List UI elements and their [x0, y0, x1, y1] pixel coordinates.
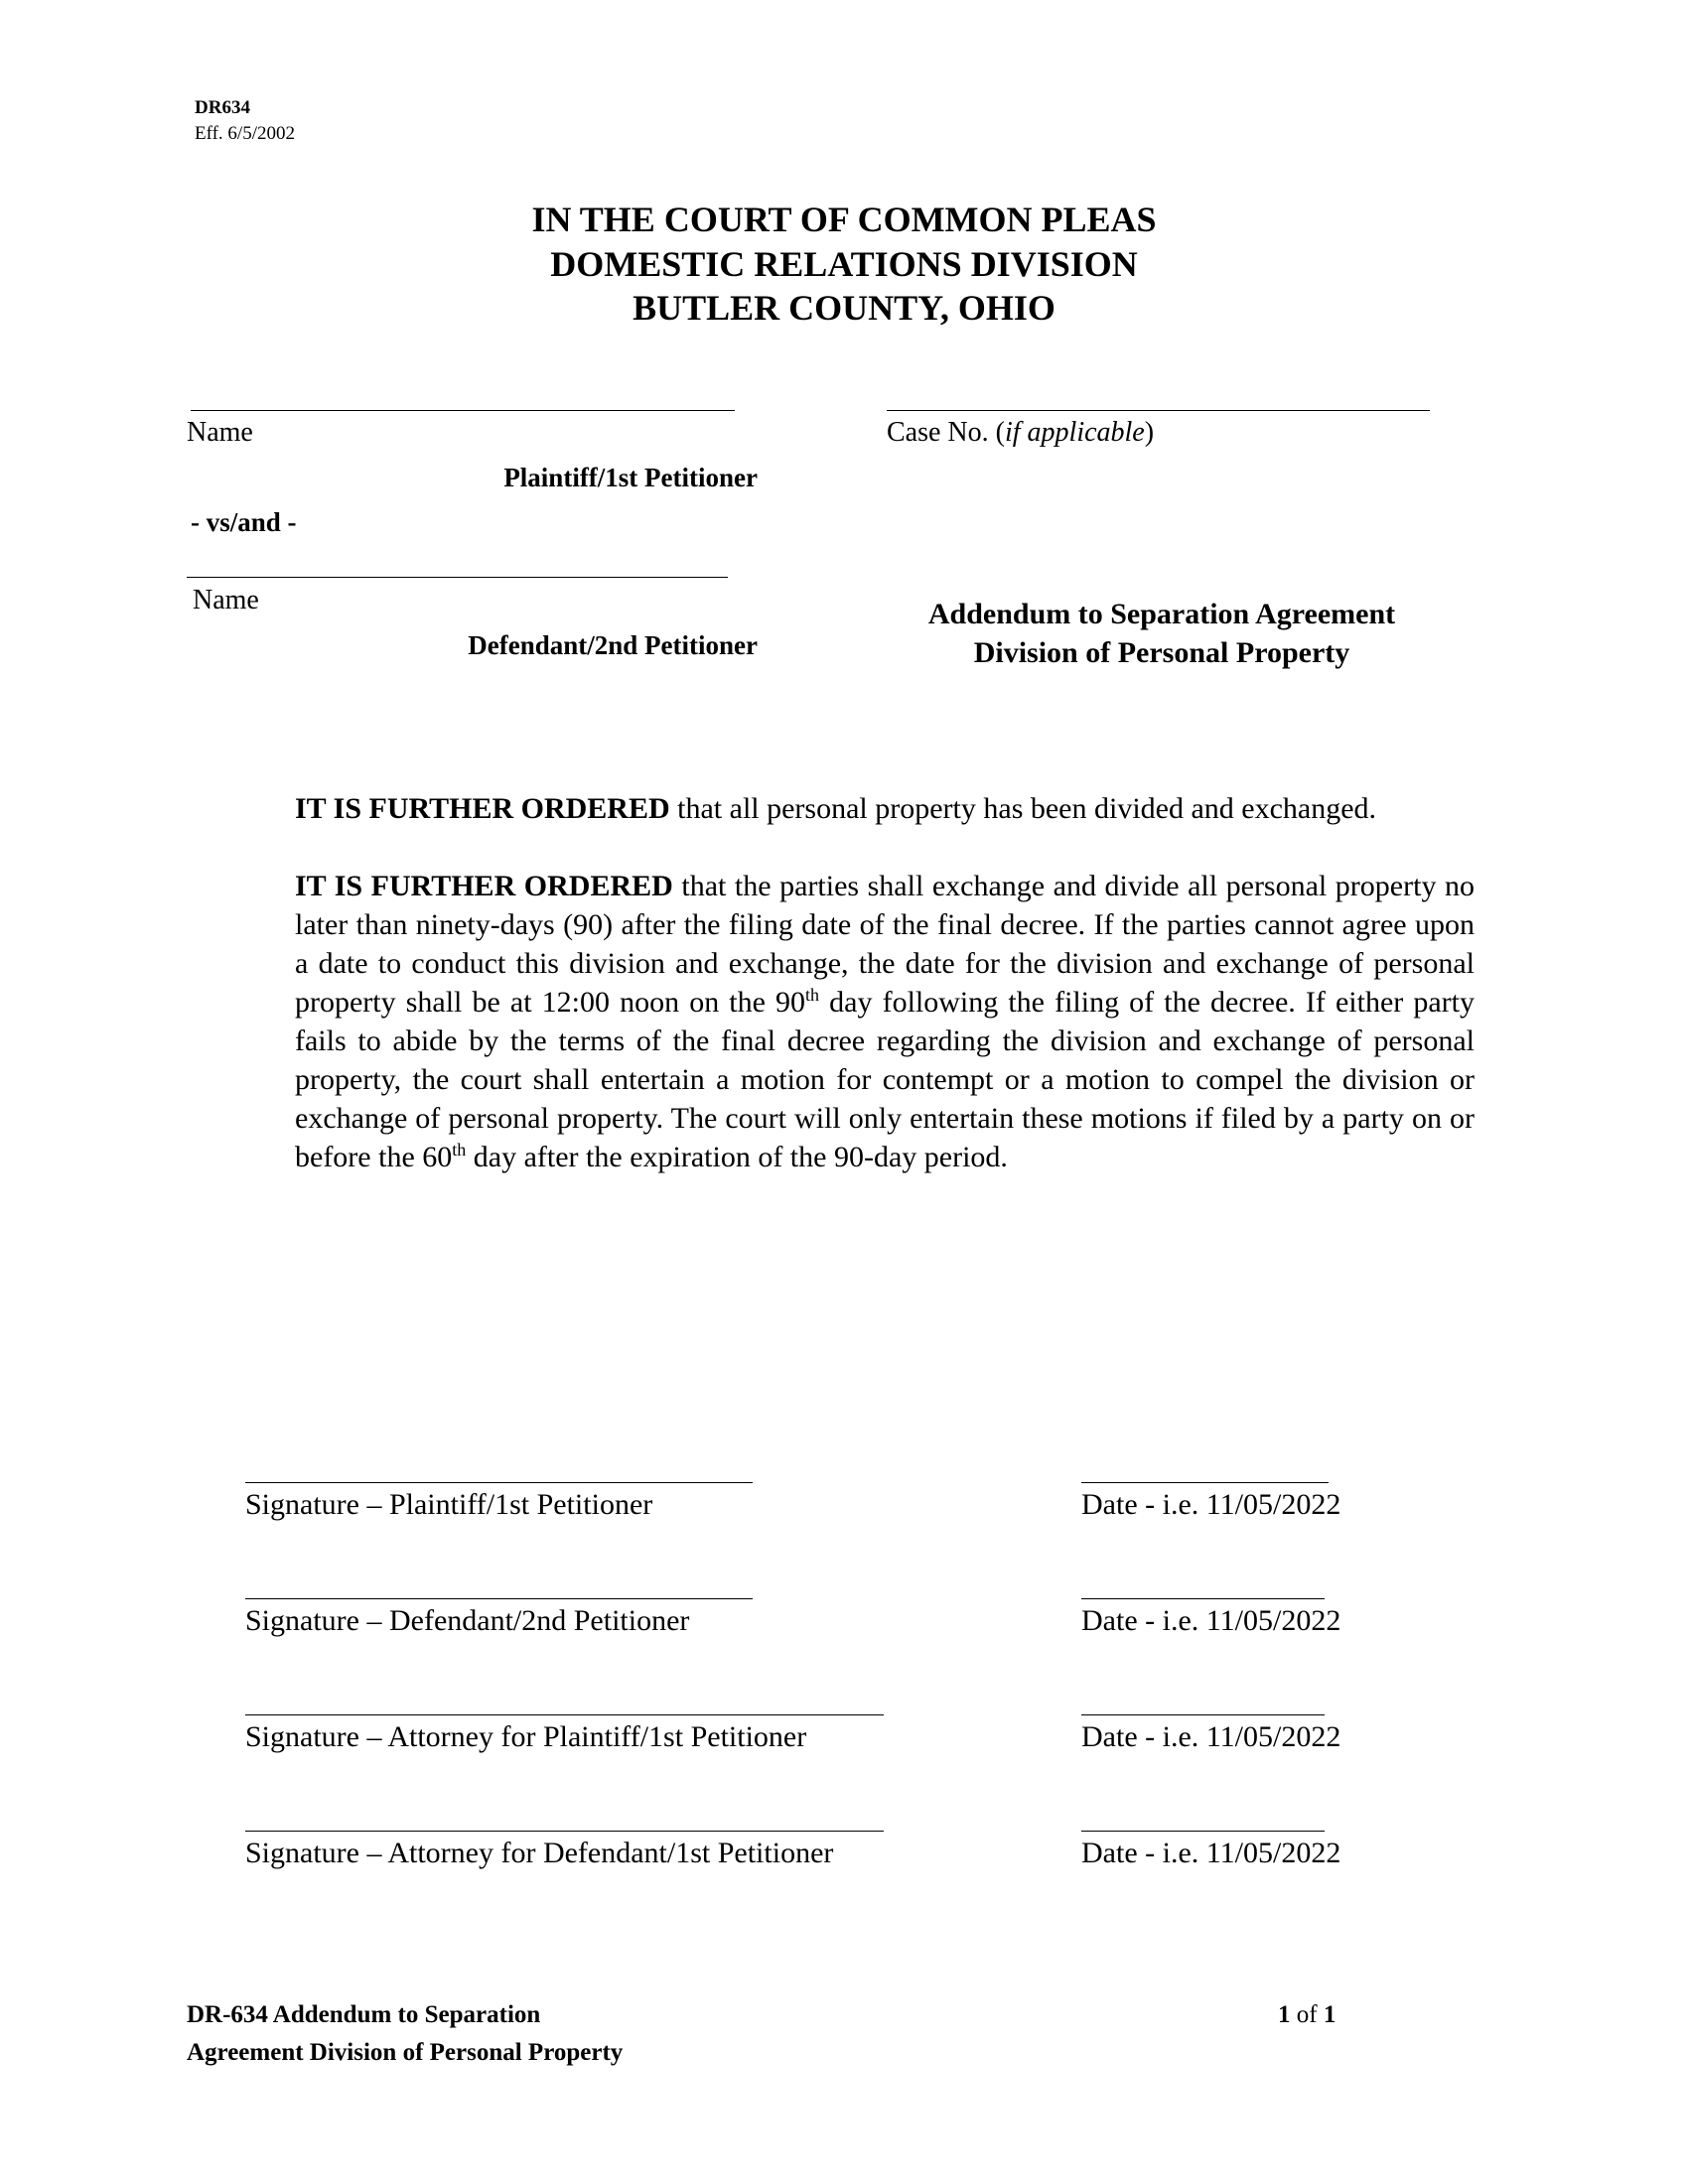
date-line[interactable]: [1081, 1831, 1325, 1832]
document-title-line2: Division of Personal Property: [973, 636, 1350, 669]
effective-date: Eff. 6/5/2002: [195, 123, 295, 144]
versus-label: - vs/and -: [191, 507, 297, 537]
order-paragraph-2: [295, 867, 1475, 1176]
case-number-qualifier: if applicable: [1004, 417, 1145, 448]
order-text-2a: that the parties shall exchange and divide all personal property no later than ninety-days (90) after the filing date of the final decree. If the parties cannot agree upon a date to conduct this division and exchange, the date for the division and exchange of personal property shall be at 12:00 noon on the 90: [295, 870, 1475, 1019]
form-number: DR634: [195, 97, 250, 118]
court-county: BUTLER COUNTY, OHIO: [633, 288, 1055, 328]
date-line[interactable]: [1081, 1714, 1325, 1715]
date-label: Date - i.e. 11/05/2022: [1081, 1837, 1341, 1869]
order-lead-2: IT IS FURTHER ORDERED: [295, 870, 673, 902]
signature-label: Signature – Defendant/2nd Petitioner: [245, 1604, 690, 1637]
order-lead-1: IT IS FURTHER ORDERED: [295, 792, 670, 825]
ordinal-suffix: th: [452, 1140, 467, 1160]
case-number-line[interactable]: [887, 410, 1430, 411]
date-line[interactable]: [1081, 1482, 1329, 1483]
signature-label: Signature – Attorney for Defendant/1st Petitioner: [245, 1837, 834, 1869]
ordinal-suffix: th: [805, 985, 820, 1005]
case-number-close: ): [1144, 417, 1155, 448]
date-line[interactable]: [1081, 1598, 1325, 1599]
plaintiff-name-label: Name: [187, 417, 253, 448]
court-name: IN THE COURT OF COMMON PLEAS: [531, 200, 1157, 239]
signature-line[interactable]: [245, 1598, 753, 1599]
plaintiff-role: Plaintiff/1st Petitioner: [503, 463, 758, 492]
footer-title-line2: Agreement Division of Personal Property: [187, 2039, 624, 2066]
defendant-role: Defendant/2nd Petitioner: [468, 630, 758, 660]
footer-title-line1: DR-634 Addendum to Separation: [187, 2001, 541, 2028]
defendant-name-label: Name: [193, 585, 259, 615]
page-total: 1: [1323, 2001, 1336, 2028]
court-division: DOMESTIC RELATIONS DIVISION: [550, 244, 1138, 284]
signature-label: Signature – Attorney for Plaintiff/1st Petitioner: [245, 1720, 807, 1753]
page-current: 1: [1278, 2001, 1291, 2028]
signature-line[interactable]: [245, 1482, 753, 1483]
case-number-label: [887, 417, 1154, 449]
date-label: Date - i.e. 11/05/2022: [1081, 1604, 1341, 1637]
order-paragraph-1: [295, 789, 1475, 828]
order-text-1: that all personal property has been divided and exchanged.: [669, 792, 1377, 825]
defendant-name-line[interactable]: [187, 577, 728, 578]
document-title-line1: Addendum to Separation Agreement: [927, 598, 1396, 630]
case-number-text: Case No. (: [887, 417, 1005, 448]
order-text-2c: day after the expiration of the 90-day period.: [466, 1141, 1008, 1173]
signature-label: Signature – Plaintiff/1st Petitioner: [245, 1488, 653, 1521]
date-label: Date - i.e. 11/05/2022: [1081, 1720, 1341, 1753]
signature-line[interactable]: [245, 1714, 884, 1715]
plaintiff-name-line[interactable]: [191, 410, 735, 411]
date-label: Date - i.e. 11/05/2022: [1081, 1488, 1341, 1521]
page-of: of: [1290, 2001, 1324, 2028]
page-number: [1278, 2001, 1336, 2029]
signature-line[interactable]: [245, 1831, 884, 1832]
order-text-2b: day following the filing of the decree. If either party fails to abide by the terms of the final decree regarding the division and exchange of personal property, the court shall entertain a motion for contempt or a motion to compel the division or exchange of personal property. The court will only entertain these motions if filed by a party on or before the 60: [295, 986, 1475, 1173]
